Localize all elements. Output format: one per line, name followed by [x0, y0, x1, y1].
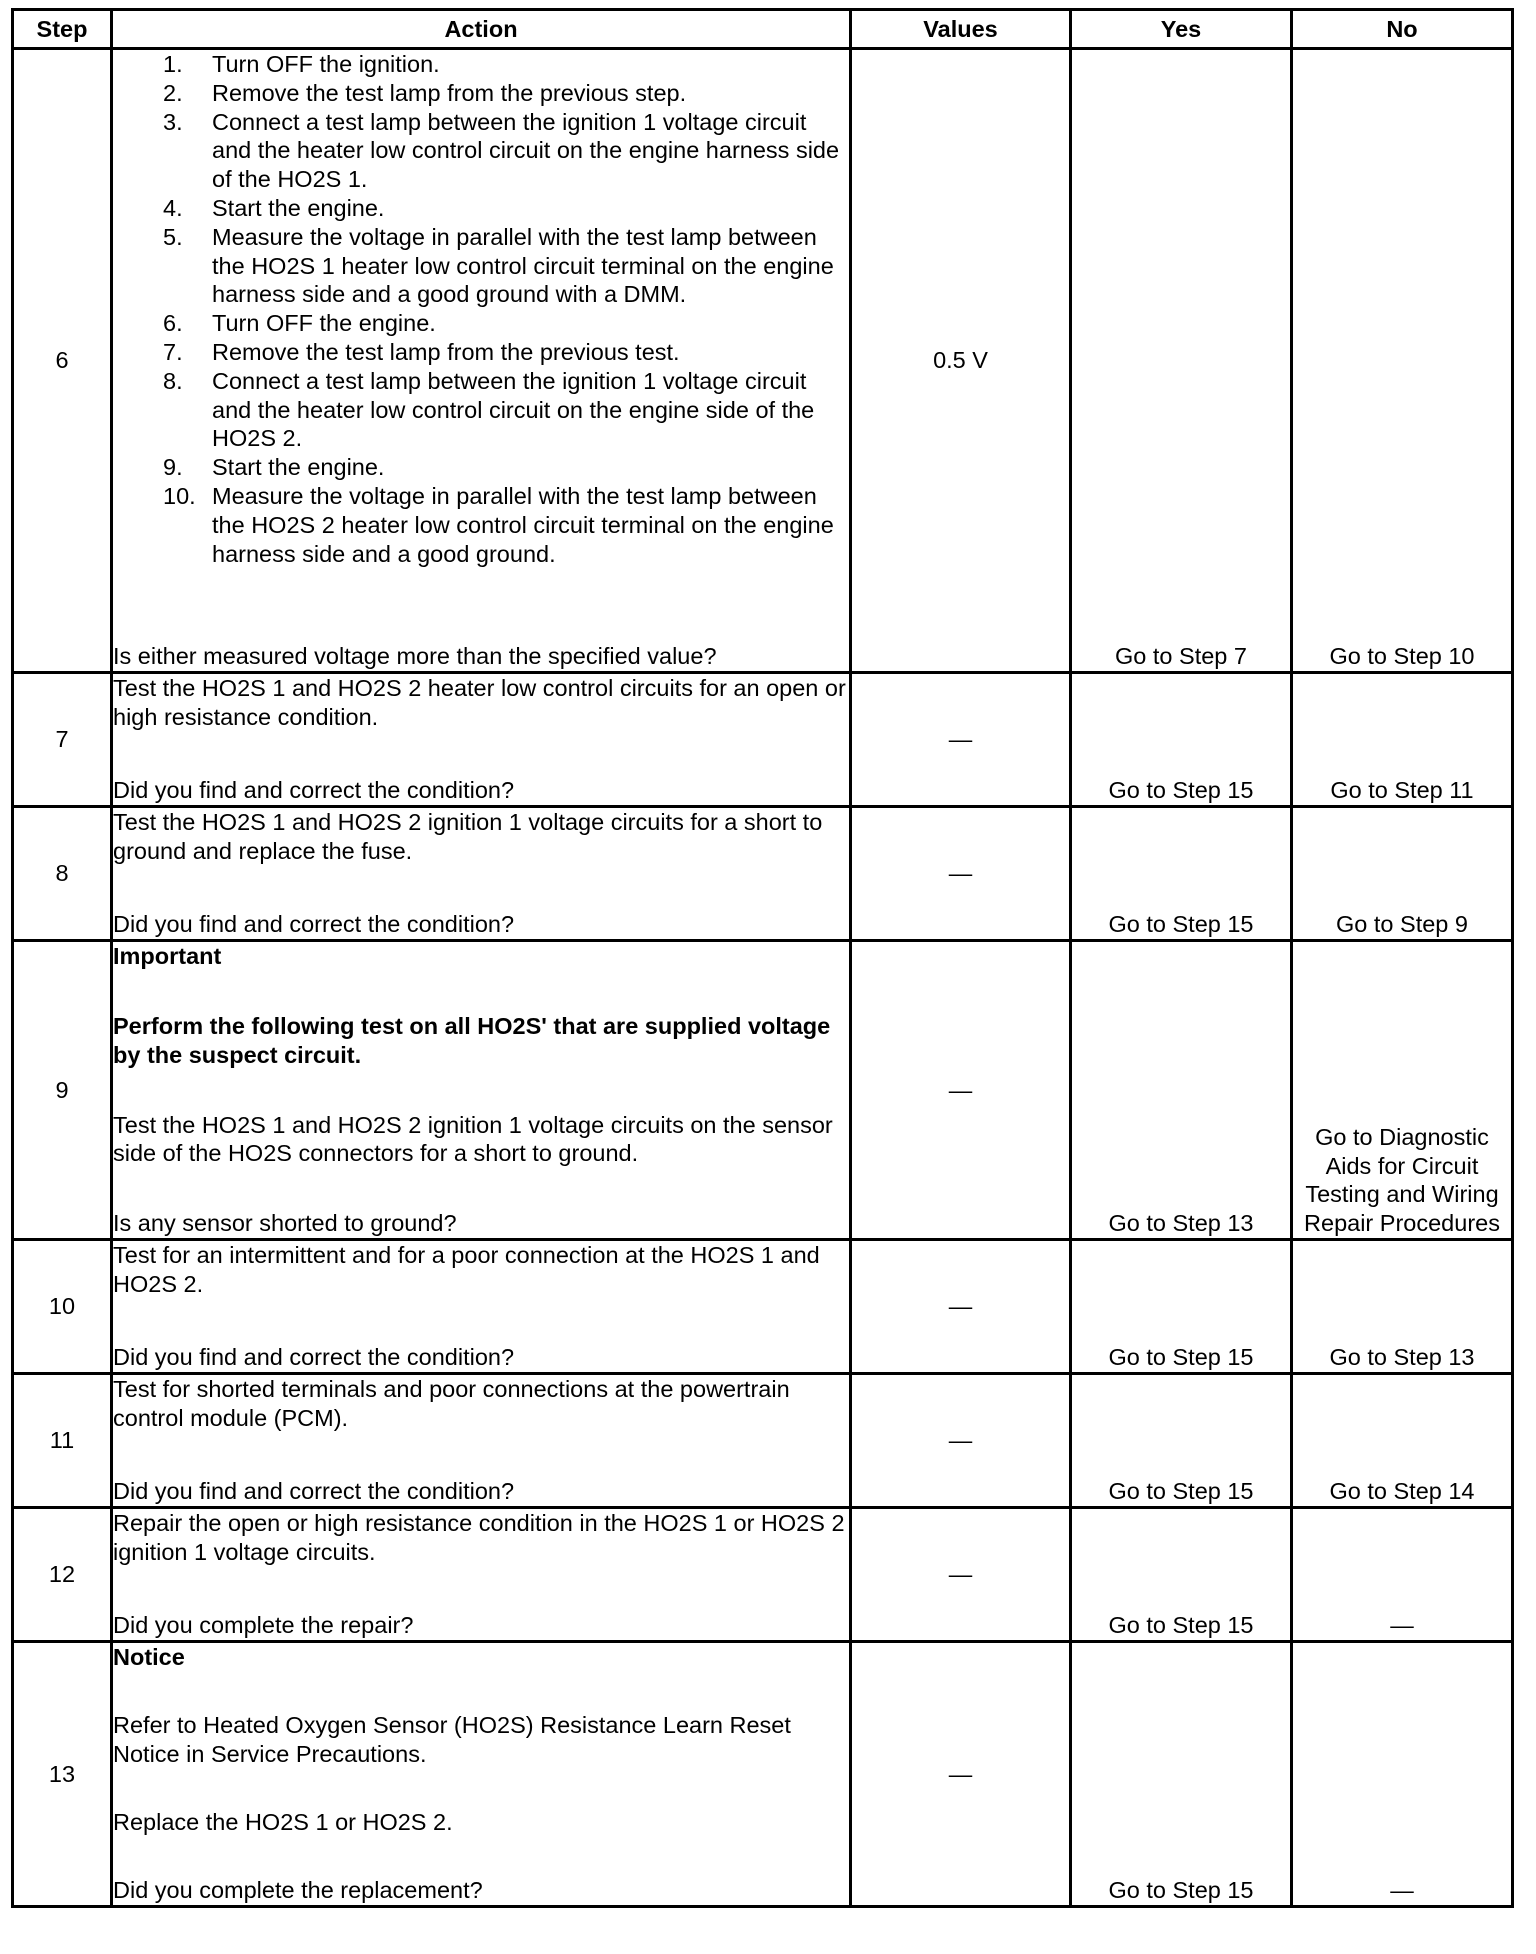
question-text: Did you complete the repair?: [113, 1612, 414, 1639]
yes-cell: Go to Step 15: [1071, 1240, 1292, 1374]
notice-heading: Notice: [113, 1644, 185, 1670]
no-cell: Go to Step 13: [1292, 1240, 1513, 1374]
header-yes: Yes: [1071, 10, 1292, 49]
procedure-list: [113, 50, 849, 568]
yes-cell: Go to Step 15: [1071, 807, 1292, 941]
yes-cell: Go to Step 7: [1071, 49, 1292, 673]
notice-text: Refer to Heated Oxygen Sensor (HO2S) Resistance Learn Reset Notice in Service Precautions.: [113, 1712, 791, 1767]
list-item: 9. Start the engine.: [163, 454, 385, 481]
action-cell: [112, 941, 851, 1240]
yes-cell: Go to Step 15: [1071, 1642, 1292, 1907]
action-text: Test the HO2S 1 and HO2S 2 heater low control circuits for an open or high resistance condition.: [113, 675, 846, 730]
step-number: 9: [13, 941, 112, 1240]
list-item: 2. Remove the test lamp from the previous step.: [163, 79, 687, 106]
action-cell: [112, 807, 851, 941]
list-item: 6. Turn OFF the engine.: [163, 310, 436, 337]
action-cell: [112, 1642, 851, 1907]
value-cell: —: [851, 1508, 1071, 1642]
list-item: 10. Measure the voltage in parallel with the test lamp between the HO2S 2 heater low control circuit terminal on the engine harness side and a good ground.: [163, 482, 834, 567]
yes-cell: Go to Step 15: [1071, 1374, 1292, 1508]
question-text: Did you find and correct the condition?: [113, 911, 515, 938]
step-number: 12: [13, 1508, 112, 1642]
step-number: 7: [13, 673, 112, 807]
step-number: 10: [13, 1240, 112, 1374]
header-no: No: [1292, 10, 1513, 49]
question-text: Did you find and correct the condition?: [113, 1344, 515, 1371]
list-item: 1. Turn OFF the ignition.: [163, 51, 440, 77]
no-cell: —: [1292, 1642, 1513, 1907]
step-number: 13: [13, 1642, 112, 1907]
action-cell: [112, 1374, 851, 1508]
header-values: Values: [851, 10, 1071, 49]
header-step: Step: [13, 10, 112, 49]
value-cell: —: [851, 941, 1071, 1240]
important-text: Perform the following test on all HO2S' that are supplied voltage by the suspect circuit.: [113, 1012, 831, 1068]
question-text: Did you complete the replacement?: [113, 1877, 483, 1904]
step-number: 8: [13, 807, 112, 941]
value-cell: —: [851, 1240, 1071, 1374]
table-row: [13, 673, 1513, 807]
action-cell: [112, 49, 851, 673]
no-cell: Go to Step 11: [1292, 673, 1513, 807]
yes-cell: Go to Step 13: [1071, 941, 1292, 1240]
no-cell: Go to Step 10: [1292, 49, 1513, 673]
list-item: 8. Connect a test lamp between the ignition 1 voltage circuit and the heater low control circuit on the engine side of the HO2S 2.: [163, 367, 815, 452]
value-cell: —: [851, 807, 1071, 941]
table-row: [13, 941, 1513, 1240]
table-row: [13, 807, 1513, 941]
table-row: [13, 1508, 1513, 1642]
value-cell: —: [851, 673, 1071, 807]
list-item: 4. Start the engine.: [163, 194, 385, 221]
table-row: [13, 1374, 1513, 1508]
header-action: Action: [112, 10, 851, 49]
action-cell: [112, 673, 851, 807]
action-text: Test for an intermittent and for a poor connection at the HO2S 1 and HO2S 2.: [113, 1242, 820, 1297]
important-heading: Important: [113, 943, 222, 969]
step-number: 11: [13, 1374, 112, 1508]
table-row: [13, 49, 1513, 673]
action-text: Replace the HO2S 1 or HO2S 2.: [113, 1809, 453, 1836]
diagnostic-table: [11, 8, 1514, 1908]
list-item: 3. Connect a test lamp between the ignition 1 voltage circuit and the heater low control circuit on the engine harness side of the HO2S 1.: [163, 108, 840, 193]
table-row: [13, 1240, 1513, 1374]
action-text: Test the HO2S 1 and HO2S 2 ignition 1 voltage circuits on the sensor side of the HO2S connectors for a short to ground.: [113, 1111, 833, 1167]
question-text: Did you find and correct the condition?: [113, 777, 515, 804]
no-cell: Go to Step 14: [1292, 1374, 1513, 1508]
yes-cell: Go to Step 15: [1071, 1508, 1292, 1642]
no-cell: Go to Step 9: [1292, 807, 1513, 941]
value-cell: 0.5 V: [851, 49, 1071, 673]
question-text: Did you find and correct the condition?: [113, 1478, 515, 1505]
list-item: 7. Remove the test lamp from the previous test.: [163, 338, 680, 365]
step-number: 6: [13, 49, 112, 673]
list-item: 5. Measure the voltage in parallel with the test lamp between the HO2S 1 heater low control circuit terminal on the engine harness side and a good ground with a DMM.: [163, 223, 834, 308]
action-text: Test for shorted terminals and poor connections at the powertrain control module (PCM).: [113, 1376, 790, 1431]
header-row: [13, 10, 1513, 49]
question-text: Is either measured voltage more than the specified value?: [113, 643, 717, 670]
table-row: [13, 1642, 1513, 1907]
action-cell: [112, 1240, 851, 1374]
action-text: Repair the open or high resistance condition in the HO2S 1 or HO2S 2 ignition 1 voltage circuits.: [113, 1510, 845, 1565]
no-cell: Go to Diagnostic Aids for Circuit Testing and Wiring Repair Procedures: [1292, 941, 1513, 1240]
value-cell: —: [851, 1374, 1071, 1508]
value-cell: —: [851, 1642, 1071, 1907]
no-cell: —: [1292, 1508, 1513, 1642]
yes-cell: Go to Step 15: [1071, 673, 1292, 807]
action-cell: [112, 1508, 851, 1642]
action-text: Test the HO2S 1 and HO2S 2 ignition 1 voltage circuits for a short to ground and replace the fuse.: [113, 809, 823, 864]
question-text: Is any sensor shorted to ground?: [113, 1210, 457, 1237]
